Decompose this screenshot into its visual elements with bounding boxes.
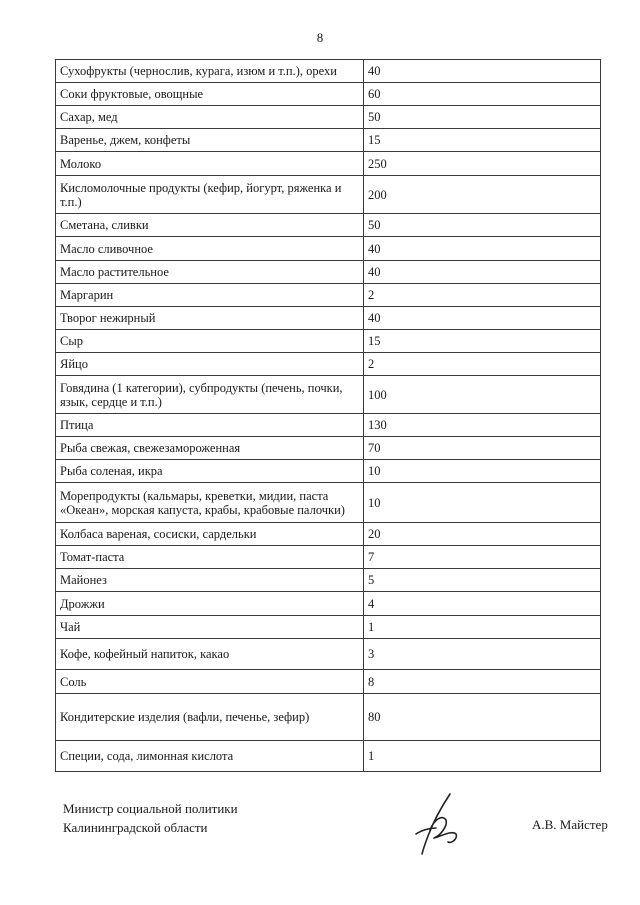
amount-cell: 5 <box>364 569 601 592</box>
amount-cell: 130 <box>364 414 601 437</box>
amount-cell: 70 <box>364 437 601 460</box>
amount-cell: 10 <box>364 460 601 483</box>
table-row <box>56 741 601 772</box>
product-name-cell: Специи, сода, лимонная кислота <box>56 741 364 772</box>
table-row <box>56 330 601 353</box>
table-row <box>56 694 601 741</box>
table-row <box>56 592 601 616</box>
table-row <box>56 152 601 176</box>
amount-cell: 60 <box>364 83 601 106</box>
amount-cell: 40 <box>364 307 601 330</box>
product-name-cell: Кисломолочные продукты (кефир, йогурт, ряженка и т.п.) <box>56 176 364 214</box>
table-row <box>56 639 601 670</box>
product-name-cell: Кондитерские изделия (вафли, печенье, зефир) <box>56 694 364 741</box>
amount-cell: 50 <box>364 214 601 237</box>
food-norms-table <box>55 59 601 772</box>
amount-cell: 8 <box>364 670 601 694</box>
signatory-name: А.В. Майстер <box>532 817 608 832</box>
product-name-cell: Масло сливочное <box>56 237 364 261</box>
table-row <box>56 307 601 330</box>
amount-cell: 2 <box>364 353 601 376</box>
product-name-cell: Сыр <box>56 330 364 353</box>
signatory-position <box>63 799 238 837</box>
table-row <box>56 176 601 214</box>
table-row <box>56 129 601 152</box>
product-name-cell: Дрожжи <box>56 592 364 616</box>
table-row <box>56 106 601 129</box>
table-row <box>56 353 601 376</box>
product-name-cell: Молоко <box>56 152 364 176</box>
amount-cell: 40 <box>364 261 601 284</box>
table-row <box>56 616 601 639</box>
amount-cell: 15 <box>364 330 601 353</box>
table-row <box>56 670 601 694</box>
product-name-cell: Рыба свежая, свежезамороженная <box>56 437 364 460</box>
table-row <box>56 60 601 83</box>
amount-cell: 40 <box>364 60 601 83</box>
signatory-position-line2: Калининградской области <box>63 820 208 835</box>
table-row <box>56 546 601 569</box>
product-name-cell: Птица <box>56 414 364 437</box>
table-row <box>56 483 601 523</box>
amount-cell: 100 <box>364 376 601 414</box>
product-name-cell: Томат-паста <box>56 546 364 569</box>
product-name-cell: Морепродукты (кальмары, креветки, мидии, паста «Океан», морская капуста, крабы, крабовые палочки) <box>56 483 364 523</box>
product-name-cell: Варенье, джем, конфеты <box>56 129 364 152</box>
product-name-cell: Чай <box>56 616 364 639</box>
amount-cell: 80 <box>364 694 601 741</box>
table-row <box>56 460 601 483</box>
table-row <box>56 523 601 546</box>
product-name-cell: Яйцо <box>56 353 364 376</box>
amount-cell: 50 <box>364 106 601 129</box>
table-row <box>56 376 601 414</box>
product-name-cell: Маргарин <box>56 284 364 307</box>
table-row <box>56 569 601 592</box>
product-name-cell: Масло растительное <box>56 261 364 284</box>
amount-cell: 4 <box>364 592 601 616</box>
table-row <box>56 437 601 460</box>
signatory-position-line1: Министр социальной политики <box>63 801 238 816</box>
product-name-cell: Кофе, кофейный напиток, какао <box>56 639 364 670</box>
amount-cell: 7 <box>364 546 601 569</box>
product-name-cell: Соль <box>56 670 364 694</box>
amount-cell: 200 <box>364 176 601 214</box>
amount-cell: 1 <box>364 616 601 639</box>
amount-cell: 2 <box>364 284 601 307</box>
product-name-cell: Колбаса вареная, сосиски, сардельки <box>56 523 364 546</box>
amount-cell: 20 <box>364 523 601 546</box>
table-row <box>56 414 601 437</box>
handwritten-signature <box>412 790 472 856</box>
amount-cell: 1 <box>364 741 601 772</box>
product-name-cell: Сметана, сливки <box>56 214 364 237</box>
amount-cell: 3 <box>364 639 601 670</box>
product-name-cell: Майонез <box>56 569 364 592</box>
amount-cell: 250 <box>364 152 601 176</box>
product-name-cell: Творог нежирный <box>56 307 364 330</box>
amount-cell: 15 <box>364 129 601 152</box>
page-number: 8 <box>316 30 324 45</box>
table-row <box>56 284 601 307</box>
amount-cell: 10 <box>364 483 601 523</box>
amount-cell: 40 <box>364 237 601 261</box>
table-row <box>56 214 601 237</box>
product-name-cell: Соки фруктовые, овощные <box>56 83 364 106</box>
product-name-cell: Сахар, мед <box>56 106 364 129</box>
table-row <box>56 83 601 106</box>
product-name-cell: Рыба соленая, икра <box>56 460 364 483</box>
table-row <box>56 237 601 261</box>
table-row <box>56 261 601 284</box>
product-name-cell: Сухофрукты (чернослив, курага, изюм и т.п.), орехи <box>56 60 364 83</box>
product-name-cell: Говядина (1 категории), субпродукты (печень, почки, язык, сердце и т.п.) <box>56 376 364 414</box>
